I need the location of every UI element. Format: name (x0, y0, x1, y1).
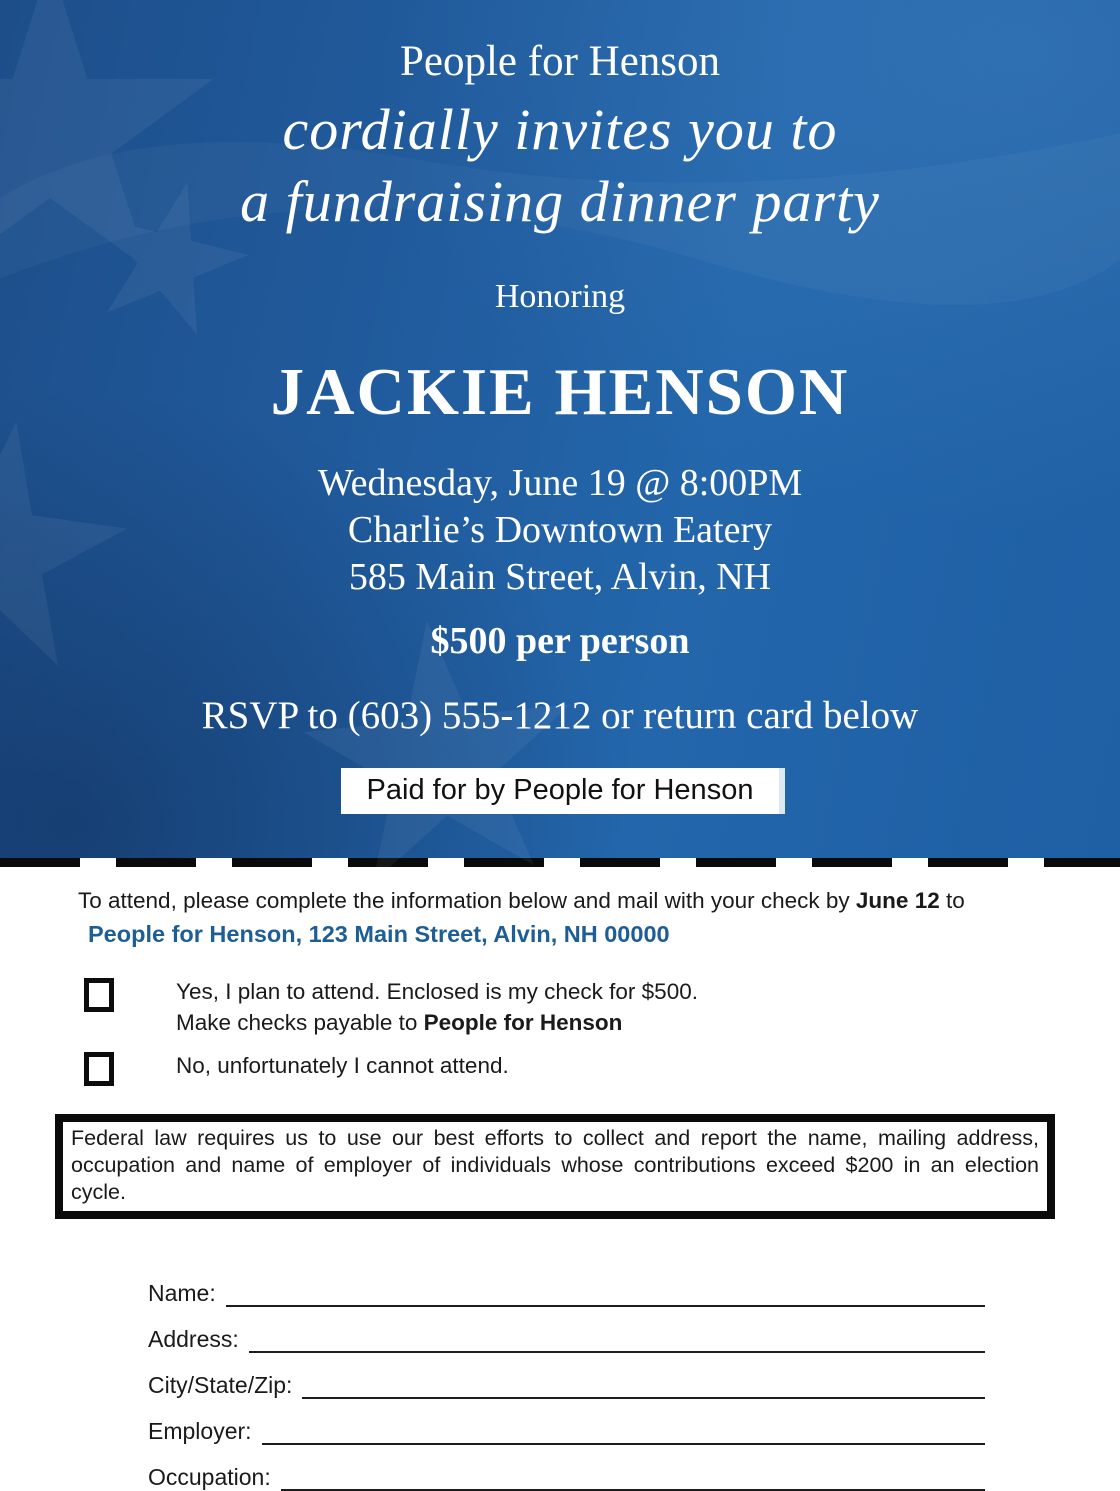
paid-for-disclaimer: Paid for by People for Henson (341, 768, 780, 814)
attend-yes-checkbox[interactable] (84, 978, 114, 1012)
invite-script-line-2: a fundraising dinner party (240, 169, 880, 234)
address-input-line[interactable] (249, 1327, 985, 1353)
event-venue: Charlie’s Downtown Eatery (347, 509, 773, 551)
occupation-input-line[interactable] (281, 1465, 985, 1491)
name-input-line[interactable] (226, 1281, 985, 1307)
rsvp-line: RSVP to (603) 555-1212 or return card below (201, 694, 919, 737)
mailing-instructions-suffix: to (939, 888, 965, 913)
occupation-label: Occupation: (148, 1464, 271, 1490)
invite-script-line-1: cordially invites you to (282, 97, 838, 162)
name-label: Name: (148, 1280, 216, 1306)
federal-law-disclaimer-text: Federal law requires us to use our best efforts to collect and report the name, mailing address, occupation and name of employer of individuals whose contributions exceed $200 in an election cycle. (71, 1126, 1039, 1204)
contact-info-form (148, 1279, 985, 1491)
honoree-name: JACKIE HENSON (270, 355, 850, 429)
event-datetime: Wednesday, June 19 @ 8:00PM (317, 462, 803, 504)
address-label: Address: (148, 1326, 239, 1352)
organization-name: People for Henson (399, 38, 721, 85)
attend-no-label: No, unfortunately I cannot attend. (176, 1053, 509, 1078)
attend-yes-label: Yes, I plan to attend. Enclosed is my check for $500. (176, 979, 698, 1004)
form-row-name (148, 1279, 985, 1307)
mailing-address: People for Henson, 123 Main Street, Alvin, NH 00000 (88, 921, 670, 947)
mailing-instructions (78, 885, 1038, 916)
form-row-address (148, 1325, 985, 1353)
employer-input-line[interactable] (262, 1419, 985, 1445)
attend-no-option (84, 1050, 1120, 1086)
federal-law-disclaimer-box (57, 1116, 1053, 1217)
form-row-occupation (148, 1463, 985, 1491)
ticket-price: $500 per person (430, 620, 690, 662)
attend-yes-payable-line (176, 1007, 698, 1038)
employer-label: Employer: (148, 1418, 252, 1444)
cut-line-divider (0, 858, 1120, 867)
form-row-city-state-zip (148, 1371, 985, 1399)
city-state-zip-input-line[interactable] (302, 1373, 985, 1399)
honoring-label: Honoring (494, 278, 626, 315)
attend-yes-option (84, 976, 1120, 1038)
payable-prefix: Make checks payable to (176, 1010, 424, 1035)
city-state-zip-label: City/State/Zip: (148, 1372, 293, 1398)
event-venue-address: 585 Main Street, Alvin, NH (348, 556, 772, 598)
reply-card (0, 867, 1120, 1491)
attend-no-checkbox[interactable] (84, 1052, 114, 1086)
form-row-employer (148, 1417, 985, 1445)
payable-org-name: People for Henson (423, 1010, 623, 1035)
mailing-instructions-text: To attend, please complete the information below and mail with your check by (78, 888, 856, 913)
mailing-deadline: June 12 (855, 888, 940, 913)
